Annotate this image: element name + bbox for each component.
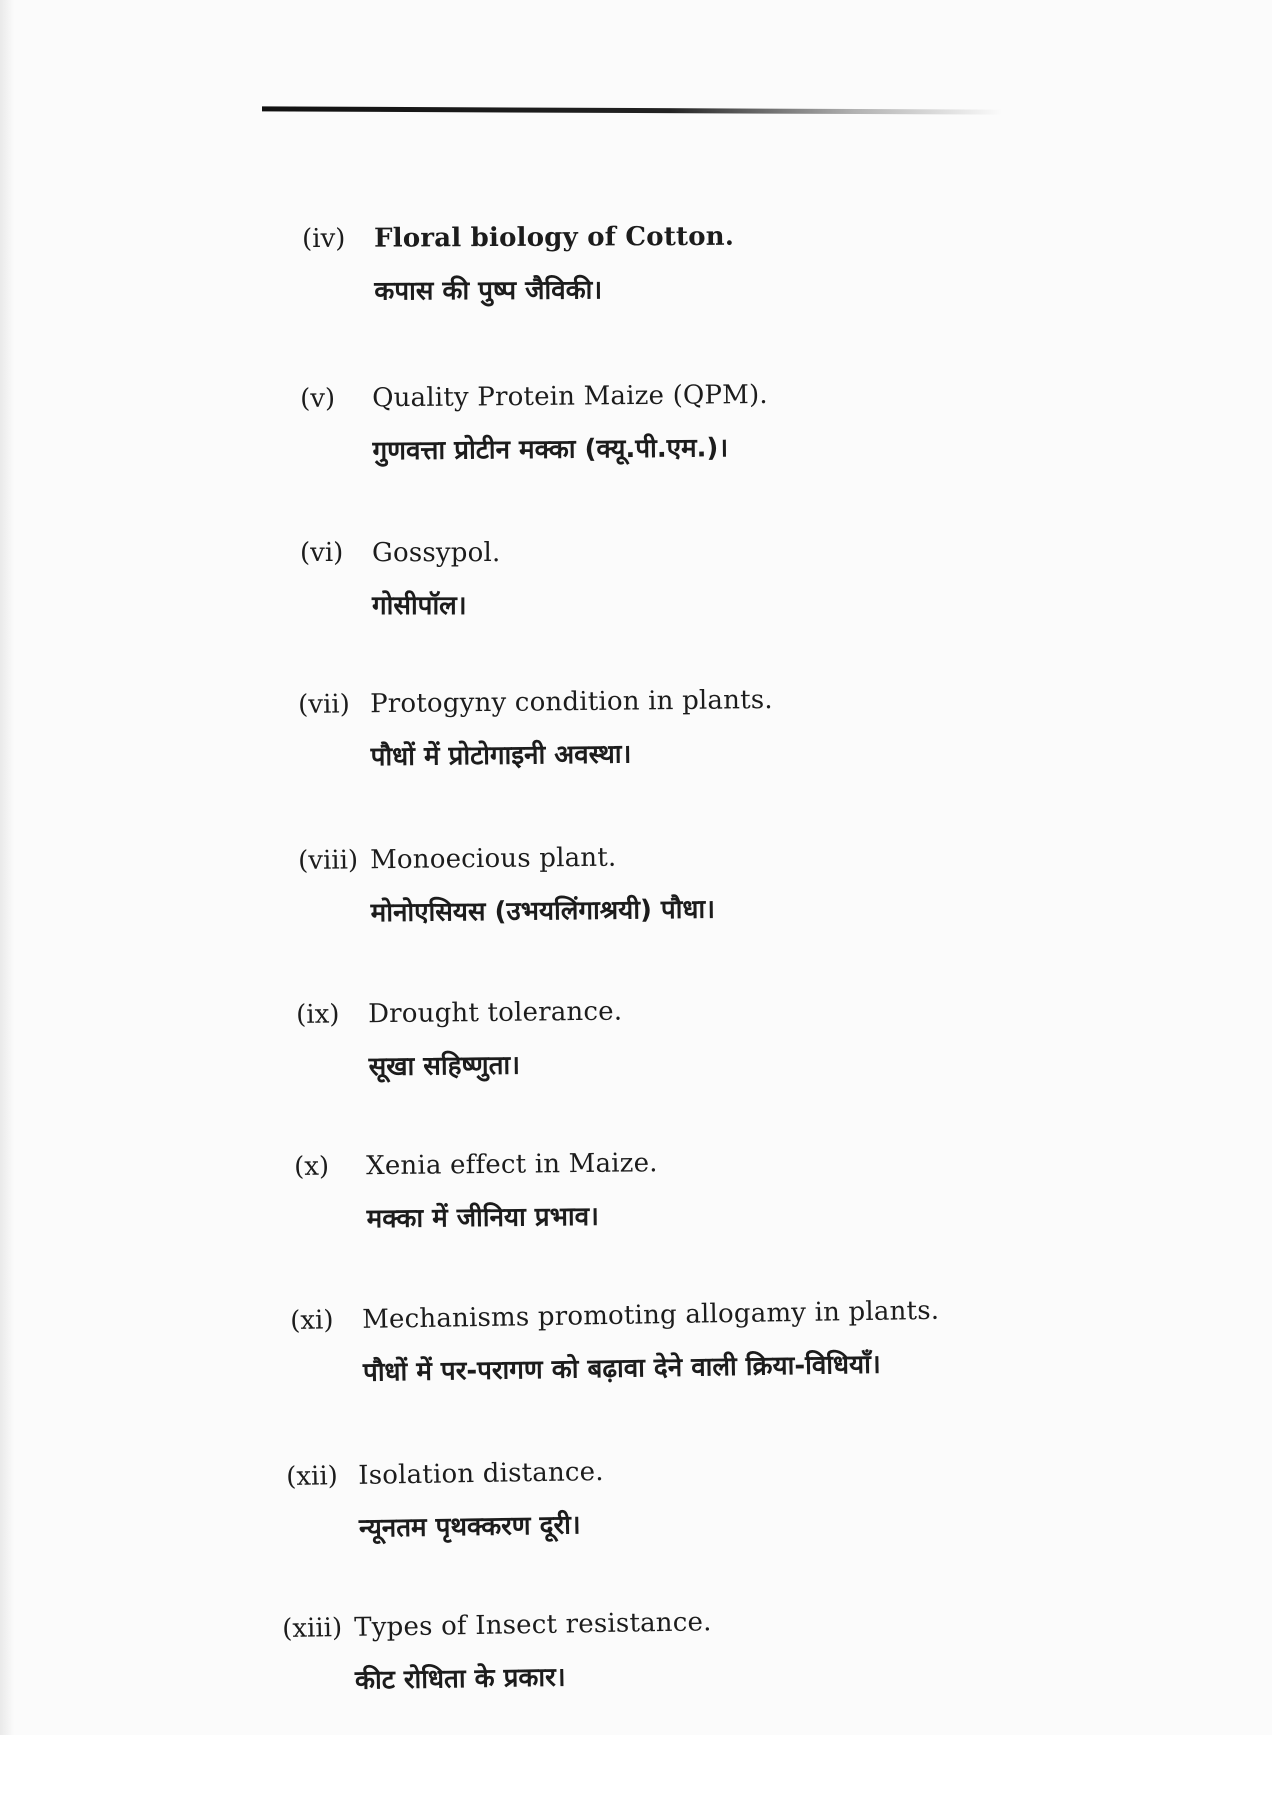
- item-hindi: मोनोएसियस (उभयलिंगाश्रयी) पौधा।: [370, 894, 716, 929]
- item-number: (xii): [286, 1461, 339, 1492]
- item-english: Protogyny condition in plants.: [369, 685, 773, 720]
- page-edge-shadow: [0, 0, 14, 1800]
- item-number: (ix): [296, 999, 340, 1030]
- item-english: Quality Protein Maize (QPM).: [371, 379, 768, 414]
- item-english: Monoecious plant.: [369, 842, 617, 876]
- item-number: (viii): [298, 845, 359, 876]
- item-hindi: सूखा सहिष्णुता।: [368, 1050, 521, 1083]
- page-bottom-margin: [0, 1735, 1272, 1800]
- item-number: (x): [294, 1151, 330, 1182]
- item-hindi: न्यूनतम पृथक्करण दूरी।: [358, 1510, 581, 1544]
- item-number: (xi): [290, 1305, 334, 1336]
- top-rule: [262, 106, 1002, 114]
- item-hindi: गोसीपॉल।: [372, 591, 467, 621]
- item-english: Gossypol.: [372, 538, 501, 568]
- item-number: (xiii): [282, 1613, 343, 1644]
- item-hindi: पौधों में पर-परागण को बढ़ावा देने वाली क्रिया-विधियाँ।: [362, 1349, 881, 1388]
- item-number: (v): [300, 383, 336, 414]
- item-hindi: गुणवत्ता प्रोटीन मक्का (क्यू.पी.एम.)।: [372, 433, 729, 467]
- item-english: Mechanisms promoting allogamy in plants.: [361, 1295, 940, 1335]
- item-english: Types of Insect resistance.: [353, 1607, 712, 1643]
- item-hindi: मक्का में जीनिया प्रभाव।: [366, 1201, 600, 1235]
- item-english: Floral biology of Cotton.: [373, 221, 735, 254]
- item-number: (iv): [302, 223, 346, 254]
- item-number: (vi): [300, 538, 344, 568]
- item-number: (vii): [298, 689, 350, 720]
- item-hindi: कीट रोधिता के प्रकार।: [354, 1662, 566, 1696]
- item-english: Isolation distance.: [357, 1457, 604, 1491]
- item-hindi: पौधों में प्रोटोगाइनी अवस्था।: [370, 739, 632, 773]
- item-english: Xenia effect in Maize.: [365, 1148, 658, 1182]
- item-english: Drought tolerance.: [367, 996, 623, 1030]
- item-hindi: कपास की पुष्प जैविकी।: [374, 275, 603, 307]
